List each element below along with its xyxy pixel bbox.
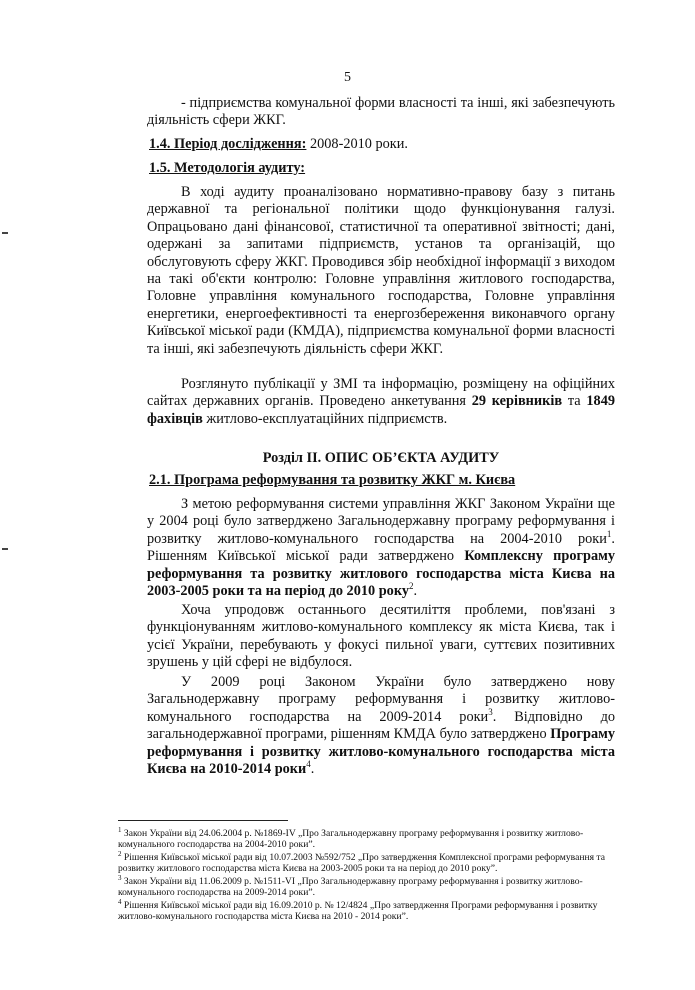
section-1-4: [149, 136, 617, 153]
footnote-divider: [118, 820, 288, 821]
section-1-4-text: 2008-2010 роки.: [306, 136, 408, 152]
footnote-2: [118, 849, 615, 875]
footnote-1-text: Закон України від 24.06.2004 р. №1869-IV „Про Загальнодержавну програму реформування і розвитку житлово-комунального господарства на 2004-2010 роки”.: [118, 828, 584, 851]
section-2-1-heading-text: 2.1. Програма реформування та розвитку ЖКГ м. Києва: [149, 472, 516, 488]
program-p3-text-b: . Відповідно до загальнодержавної програми, рішенням КМДА було затверджено: [147, 708, 615, 743]
survey-paragraph: [147, 376, 615, 428]
program-paragraph-1: [147, 496, 615, 600]
survey-text-c: та: [562, 393, 587, 410]
program-p1-text-a: З метою реформування системи управління ЖКГ Законом України ще у 2004 році було затверджено Загальнодержавну програму реформування і розвитку житлово-комунального господарства на 2004-2010 роки: [147, 496, 615, 547]
intro-paragraph: - підприємства комунальної форми власності та інші, які забезпечують діяльність сфери ЖКГ.: [147, 95, 615, 129]
footnote-1-number: 1: [118, 825, 122, 834]
program-paragraph-2: Хоча упродовж останнього десятиліття проблеми, пов'язані з функціонуванням житлово-комунального комплексу як міста Києва, так і усієї України, перебувають у фокусі пильної уваги, суттєвих позитивних зрушень у цій сфері не відбулося.: [147, 602, 615, 671]
footnote-ref-3: 3: [488, 707, 493, 718]
footnote-1: [118, 825, 615, 851]
scan-margin-mark: [2, 232, 8, 234]
survey-specialists-count: 1849 фахівців: [147, 393, 615, 427]
survey-text-a: Розглянуто публікації у ЗМІ та інформацію, розміщену на офіційних сайтах державних органів. Проведено анкетування: [147, 376, 615, 410]
program-p3-text-c: .: [310, 761, 315, 778]
footnote-4-text: Рішення Київської міської ради від 16.09.2010 р. № 12/4824 „Про затвердження Програми реформування і розвитку житлово-комунального господарства міста Києва на 2010 - 2014 роки”.: [118, 900, 598, 923]
program-paragraph-3: [147, 674, 615, 778]
footnote-3-number: 3: [118, 873, 122, 882]
program-p1-text-b: . Рішенням Київської міської ради затверджено: [147, 530, 615, 565]
section-2-1-heading: [149, 472, 617, 489]
program-p3-text-a: У 2009 році Законом України було затверджено нову Загальнодержавну програму реформування і розвитку житлово-комунального господарства на 2009-2014 роки: [147, 674, 615, 725]
footnote-3: [118, 873, 615, 899]
footnote-2-text: Рішення Київської міської ради від 10.07.2003 №592/752 „Про затвердження Комплексної програми реформування та розвитку житлового господарства міста Києва на 2003-2005 роки та на період до 2010 року”.: [118, 852, 605, 875]
scan-margin-mark: [2, 548, 8, 550]
program-p1-bold: Комплексну програму реформування та розвитку житлового господарства міста Києва на 2003-2005 роки та на період до 2010 року: [147, 548, 615, 600]
section-1-5-heading: [149, 160, 617, 177]
footnote-4: [118, 897, 615, 923]
page-number: 5: [344, 70, 351, 85]
methodology-paragraph: В ході аудиту проаналізовано нормативно-правову базу з питань державної та регіональної політики щодо функціонування галузі. Опрацьовано дані фінансової, статистичної та оперативної звітності; дані, одержані за запитами підприємств, установ та організацій, що обслуговують сферу ЖКГ. Проводився збір необхідної інформації з виходом на такі об'єкти контролю: Головне управління житлового господарства, Головне управління комунального господарства, Головне управління енергетики, енергоефективності та енергозбереження виконавчого органу Київської міської ради (КМДА), підприємства комунальної форми власності та інші, які забезпечують діяльність сфери ЖКГ.: [147, 184, 615, 357]
footnote-2-number: 2: [118, 849, 122, 858]
footnote-ref-2: 2: [409, 581, 414, 592]
survey-managers-count: 29 керівників: [471, 393, 563, 410]
section-2-title: Розділ ІІ. ОПИС ОБ’ЄКТА АУДИТУ: [262, 450, 500, 466]
footnote-3-text: Закон України від 11.06.2009 р. №1511-VI „Про Загальнодержавну програму реформування і розвитку житлово-комунального господарства на 2009-2014 роки”.: [118, 876, 583, 899]
program-p1-text-c: .: [413, 583, 418, 600]
footnote-ref-4: 4: [306, 759, 311, 770]
section-1-5-heading-text: 1.5. Методологія аудиту:: [149, 160, 306, 176]
section-1-4-heading: 1.4. Період дослідження:: [149, 136, 307, 152]
footnote-4-number: 4: [118, 897, 122, 906]
survey-text-d: житлово-експлуатаційних підприємств.: [202, 410, 448, 427]
program-p3-bold: Програму реформування і розвитку житлово-комунального господарства міста Києва на 2010-2014 роки: [147, 726, 615, 778]
footnote-ref-1: 1: [606, 529, 612, 540]
